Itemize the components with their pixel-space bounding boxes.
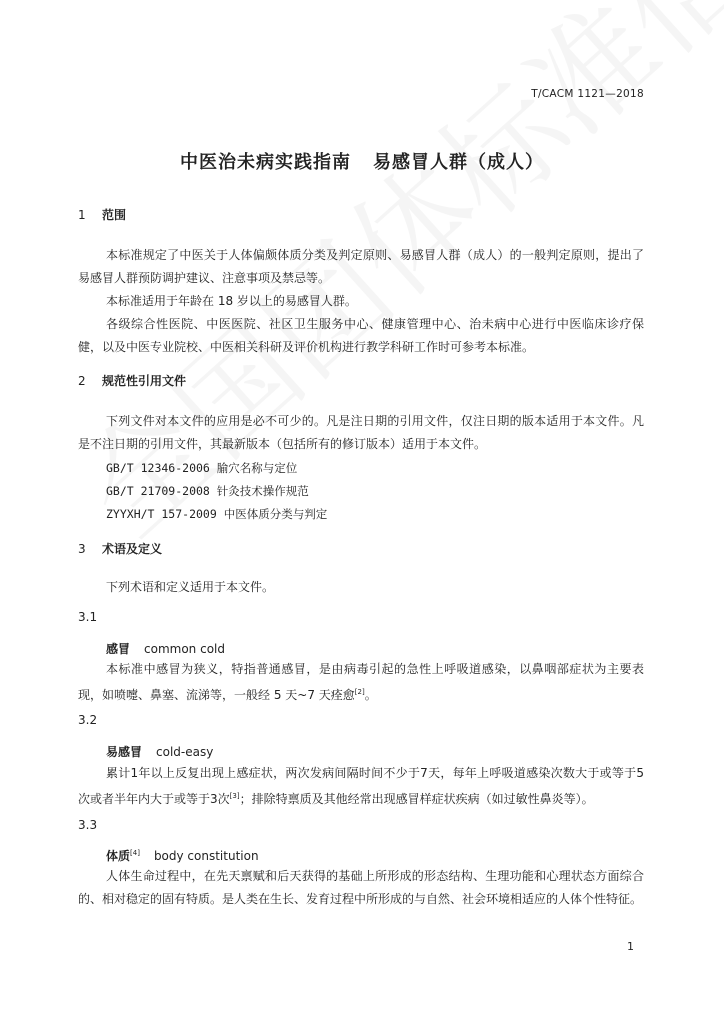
reference-item: ZYYXH/T 157-2009 中医体质分类与判定 <box>106 507 328 521</box>
term-heading <box>106 847 259 864</box>
reference-item: GB/T 12346-2006 腧穴名称与定位 <box>106 461 298 475</box>
citation-mark: [2] <box>354 688 365 696</box>
term-number: 3.3 <box>78 818 98 832</box>
section-number: 2 <box>78 374 86 388</box>
section-title: 术语及定义 <box>102 542 163 556</box>
document-title <box>0 148 724 174</box>
term-english: cold-easy <box>156 745 214 759</box>
reference-item: GB/T 21709-2008 针灸技术操作规范 <box>106 484 309 498</box>
term-heading <box>106 743 213 760</box>
definition-text-end: ；排除特禀质及其他经常出现感冒样症状疾病（如过敏性鼻炎等）。 <box>239 792 594 806</box>
term-definition <box>78 658 644 707</box>
term-definition <box>78 762 644 811</box>
section-2-paragraph-1: 下列文件对本文件的应用是必不可少的。凡是注日期的引用文件，仅注日期的版本适用于本文件。凡是不注日期的引用文件，其最新版本（包括所有的修订版本）适用于本文件。 <box>78 414 644 451</box>
section-1-heading <box>78 206 126 223</box>
term-name: 体质 <box>106 849 131 863</box>
term-definition: 人体生命过程中，在先天禀赋和后天获得的基础上所形成的形态结构、生理功能和心理状态方面综合的、相对稳定的固有特质。是人类在生长、发育过程中所形成的与自然、社会环境相适应的人体个性特征。 <box>78 869 644 906</box>
citation-mark: [3] <box>229 792 240 800</box>
term-number: 3.2 <box>78 713 98 727</box>
section-2-heading <box>78 372 186 389</box>
definition-text-end: 。 <box>364 688 377 702</box>
term-name: 易感冒 <box>106 745 143 759</box>
section-1-paragraph-1: 本标准规定了中医关于人体偏颇体质分类及判定原则、易感冒人群（成人）的一般判定原则，提出了易感冒人群预防调护建议、注意事项及禁忌等。 <box>78 248 644 285</box>
section-1-paragraph-3: 各级综合性医院、中医医院、社区卫生服务中心、健康管理中心、治未病中心进行中医临床诊疗保健，以及中医专业院校、中医相关科研及评价机构进行教学科研工作时可参考本标准。 <box>78 317 644 354</box>
page-number: 1 <box>627 940 634 953</box>
definition-text: 本标准中感冒为狭义，特指普通感冒，是由病毒引起的急性上呼吸道感染，以鼻咽部症状为主要表现，如喷嚏、鼻塞、流涕等，一般经 5 天~7 天痊愈 <box>78 662 644 702</box>
term-name: 感冒 <box>106 642 131 656</box>
title-sub: 易感冒人群（成人） <box>373 152 544 173</box>
section-3-paragraph-1: 下列术语和定义适用于本文件。 <box>106 580 275 594</box>
title-main: 中医治未病实践指南 <box>180 152 351 173</box>
citation-mark: [4] <box>130 849 140 857</box>
term-english: body constitution <box>153 849 259 863</box>
definition-text: 累计1年以上反复出现上感症状，两次发病间隔时间不少于7天，每年上呼吸道感染次数大于或等于5次或者半年内大于或等于3次 <box>78 766 644 806</box>
document-code: T/CACM 1121—2018 <box>531 88 644 100</box>
section-3-heading <box>78 540 162 557</box>
term-english: common cold <box>144 642 225 656</box>
section-title: 范围 <box>102 208 127 222</box>
section-1-paragraph-2: 本标准适用于年龄在 18 岁以上的易感冒人群。 <box>106 294 357 308</box>
term-number: 3.1 <box>78 610 98 624</box>
section-number: 3 <box>78 542 86 556</box>
section-number: 1 <box>78 208 86 222</box>
section-title: 规范性引用文件 <box>102 374 187 388</box>
term-heading <box>106 640 225 657</box>
